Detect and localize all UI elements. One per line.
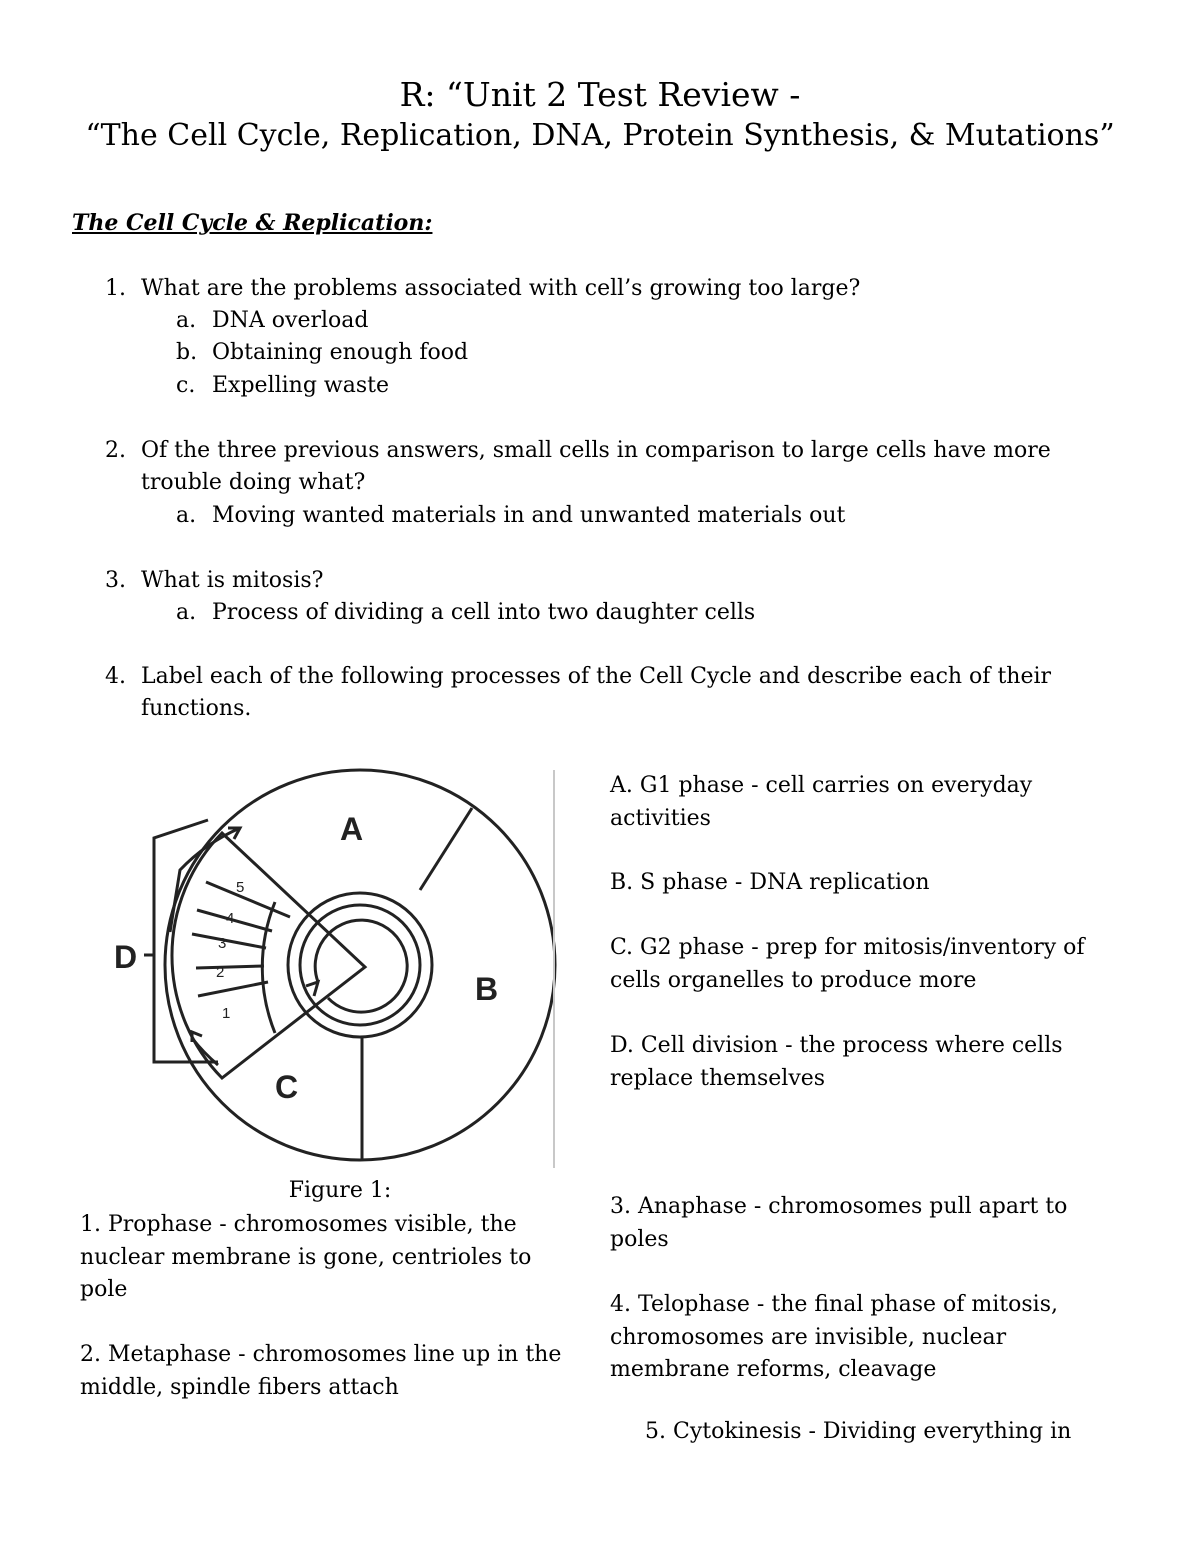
arrow-bottom-head (192, 1032, 202, 1042)
stage-divider-4-3 (197, 910, 272, 931)
answer-text: Expelling waste (212, 373, 390, 398)
answer-letter: c. (176, 373, 196, 398)
question-2 (105, 438, 1051, 463)
stage-divider-1-interphase (198, 982, 268, 996)
phase-c-description: C. G2 phase - prep for mitosis/inventory of cells organelles to produce more (610, 935, 1085, 993)
column-divider (553, 770, 555, 1168)
stage-divider-5-4 (206, 882, 290, 917)
telophase-description: 4. Telophase - the final phase of mitosis, chromosomes are invisible, nuclear membrane reforms, cleavage (610, 1292, 1059, 1382)
stage-label-4: 4 (226, 910, 235, 927)
answer-1a (176, 308, 368, 333)
answer-letter: a. (176, 600, 197, 625)
diagram-label-d: D (114, 939, 138, 975)
answer-letter: b. (176, 340, 198, 365)
answer-1c (176, 373, 389, 398)
stage-label-3: 3 (218, 935, 227, 952)
answer-text: Moving wanted materials in and unwanted materials out (212, 503, 846, 528)
question-number: 4. (105, 664, 126, 689)
question-number: 2. (105, 438, 126, 463)
question-text: What is mitosis? (141, 568, 324, 593)
figure-caption: Figure 1: (288, 1178, 392, 1203)
question-text: What are the problems associated with cell’s growing too large? (141, 276, 861, 301)
diagram-label-c: C (275, 1069, 299, 1105)
question-4 (105, 664, 1051, 689)
diagram-label-b: B (475, 971, 499, 1007)
divider-a-b (420, 808, 472, 890)
phase-d-description: D. Cell division - the process where cells replace themselves (610, 1033, 1063, 1091)
section-heading: The Cell Cycle & Replication: (72, 210, 433, 236)
answer-2a (176, 503, 845, 528)
question-number: 3. (105, 568, 126, 593)
answer-text: Process of dividing a cell into two daughter cells (212, 600, 756, 625)
question-2-continued: trouble doing what? (141, 470, 366, 495)
answer-letter: a. (176, 308, 197, 333)
page-subtitle: “The Cell Cycle, Replication, DNA, Protein Synthesis, & Mutations” (85, 118, 1115, 153)
stage-label-1: 1 (222, 1005, 231, 1022)
cell-cycle-diagram (100, 760, 560, 1170)
phase-a-description: A. G1 phase - cell carries on everyday activities (610, 773, 1033, 831)
question-3 (105, 568, 323, 593)
metaphase-description: 2. Metaphase - chromosomes line up in the middle, spindle fibers attach (80, 1342, 562, 1400)
question-number: 1. (105, 276, 126, 301)
anaphase-description: 3. Anaphase - chromosomes pull apart to poles (610, 1194, 1068, 1252)
question-text: Of the three previous answers, small cells in comparison to large cells have more (141, 438, 1051, 463)
wedge-inner-arc (262, 902, 275, 1033)
stage-divider-2-1 (196, 966, 264, 968)
answer-text: DNA overload (212, 308, 369, 333)
prophase-description: 1. Prophase - chromosomes visible, the nuclear membrane is gone, centrioles to pole (80, 1212, 532, 1302)
question-4-continued: functions. (141, 696, 252, 721)
stage-label-5: 5 (236, 879, 245, 896)
answer-3a (176, 600, 755, 625)
question-1 (105, 276, 860, 301)
cytokinesis-description: 5. Cytokinesis - Dividing everything in (645, 1419, 1072, 1444)
page-title: R: “Unit 2 Test Review - (399, 75, 801, 114)
answer-text: Obtaining enough food (212, 340, 469, 365)
stage-divider-3-2 (192, 934, 266, 948)
answer-letter: a. (176, 503, 197, 528)
stage-label-2: 2 (216, 964, 225, 981)
phase-b-description: B. S phase - DNA replication (610, 870, 930, 895)
diagram-label-a: A (340, 811, 364, 847)
mitosis-wedge (172, 833, 365, 1078)
question-text: Label each of the following processes of the Cell Cycle and describe each of their (141, 664, 1052, 689)
answer-1b (176, 340, 468, 365)
